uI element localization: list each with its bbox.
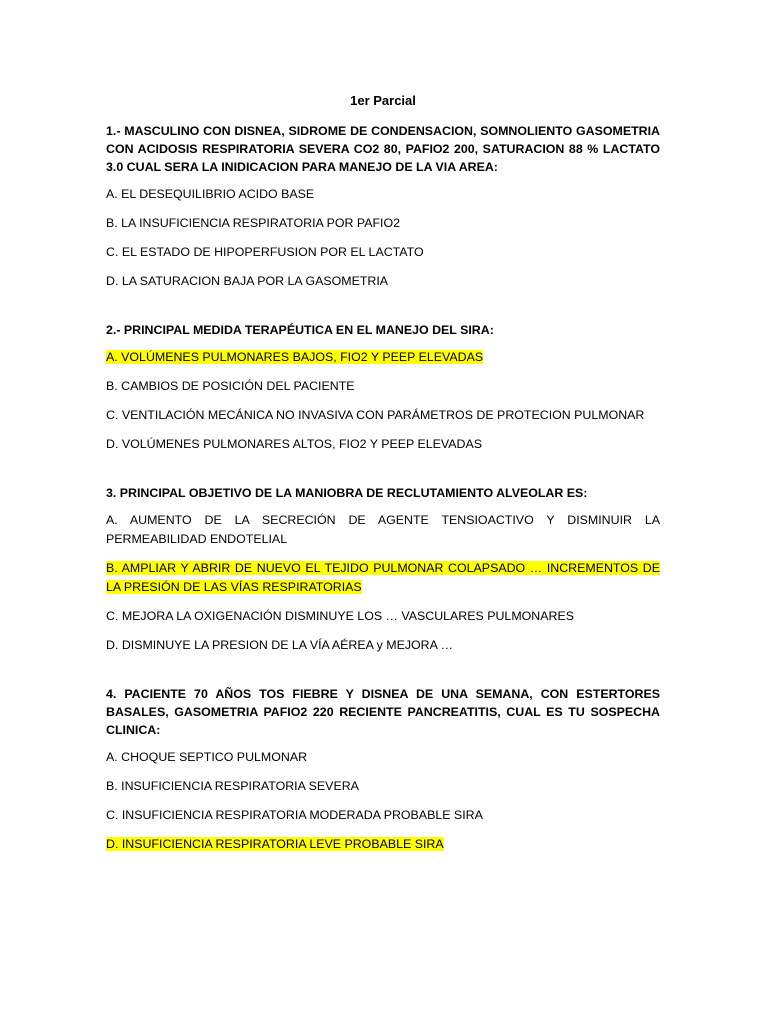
- option-text: B. LA INSUFICIENCIA RESPIRATORIA POR PAFIO2: [106, 216, 401, 230]
- question-4-option-d: [106, 835, 660, 854]
- highlighted-answer: B. AMPLIAR Y ABRIR DE NUEVO EL TEJIDO PULMONAR COLAPSADO … INCREMENTOS DE LA PRESIÓN DE LAS VÍAS RESPIRATORIAS: [106, 561, 660, 594]
- option-text: A. AUMENTO DE LA SECRECIÓN DE AGENTE TENSIOACTIVO Y DISMINUIR LA PERMEABILIDAD ENDOTELIAL: [106, 513, 660, 546]
- question-1-option-d: [106, 272, 660, 291]
- question-3-option-a: [106, 511, 660, 549]
- option-text: B. INSUFICIENCIA RESPIRATORIA SEVERA: [106, 779, 359, 793]
- question-2: [106, 321, 660, 454]
- option-text: D. LA SATURACION BAJA POR LA GASOMETRIA: [106, 274, 389, 288]
- option-text: C. EL ESTADO DE HIPOPERFUSION POR EL LACTATO: [106, 245, 424, 259]
- option-text: D. DISMINUYE LA PRESION DE LA VÍA AÉREA y MEJORA …: [106, 638, 454, 652]
- highlighted-answer: A. VOLÚMENES PULMONARES BAJOS, FIO2 Y PEEP ELEVADAS: [106, 350, 484, 364]
- question-4-option-b: [106, 777, 660, 796]
- question-3-option-d: [106, 636, 660, 655]
- option-text: A. CHOQUE SEPTICO PULMONAR: [106, 750, 308, 764]
- question-1-text: 1.- MASCULINO CON DISNEA, SIDROME DE CONDENSACION, SOMNOLIENTO GASOMETRIA CON ACIDOSIS RESPIRATORIA SEVERA CO2 80, PAFIO2 200, SATURACION 88 % LACTATO 3.0 CUAL SERA LA INIDICACION PARA MANEJO DE LA VIA AREA:: [106, 124, 660, 174]
- option-text: C. VENTILACIÓN MECÁNICA NO INVASIVA CON PARÁMETROS DE PROTECION PULMONAR: [106, 408, 645, 422]
- highlighted-answer: D. INSUFICIENCIA RESPIRATORIA LEVE PROBABLE SIRA: [106, 837, 444, 851]
- question-2-option-b: [106, 377, 660, 396]
- option-text: B. CAMBIOS DE POSICIÓN DEL PACIENTE: [106, 379, 355, 393]
- question-1: [106, 122, 660, 291]
- question-4-option-c: [106, 806, 660, 825]
- question-1-option-b: [106, 214, 660, 233]
- option-text: C. INSUFICIENCIA RESPIRATORIA MODERADA PROBABLE SIRA: [106, 808, 483, 822]
- document-title: 1er Parcial: [350, 93, 416, 108]
- question-3-text: 3. PRINCIPAL OBJETIVO DE LA MANIOBRA DE RECLUTAMIENTO ALVEOLAR ES:: [106, 486, 588, 500]
- question-2-option-a: [106, 348, 660, 367]
- option-text: A. EL DESEQUILIBRIO ACIDO BASE: [106, 187, 315, 201]
- question-3: [106, 484, 660, 655]
- question-2-text: 2.- PRINCIPAL MEDIDA TERAPÉUTICA EN EL MANEJO DEL SIRA:: [106, 323, 494, 337]
- question-2-option-d: [106, 435, 660, 454]
- option-text: C. MEJORA LA OXIGENACIÓN DISMINUYE LOS … VASCULARES PULMONARES: [106, 609, 574, 623]
- question-4-option-a: [106, 748, 660, 767]
- option-text: D. VOLÚMENES PULMONARES ALTOS, FIO2 Y PEEP ELEVADAS: [106, 437, 482, 451]
- question-2-option-c: [106, 406, 660, 425]
- question-3-option-c: [106, 607, 660, 626]
- question-1-option-a: [106, 185, 660, 204]
- question-3-option-b: [106, 559, 660, 597]
- question-1-option-c: [106, 243, 660, 262]
- question-4: [106, 685, 660, 854]
- question-4-text: 4. PACIENTE 70 AÑOS TOS FIEBRE Y DISNEA DE UNA SEMANA, CON ESTERTORES BASALES, GASOMETRIA PAFIO2 220 RECIENTE PANCREATITIS, CUAL ES TU SOSPECHA CLINICA:: [106, 687, 660, 737]
